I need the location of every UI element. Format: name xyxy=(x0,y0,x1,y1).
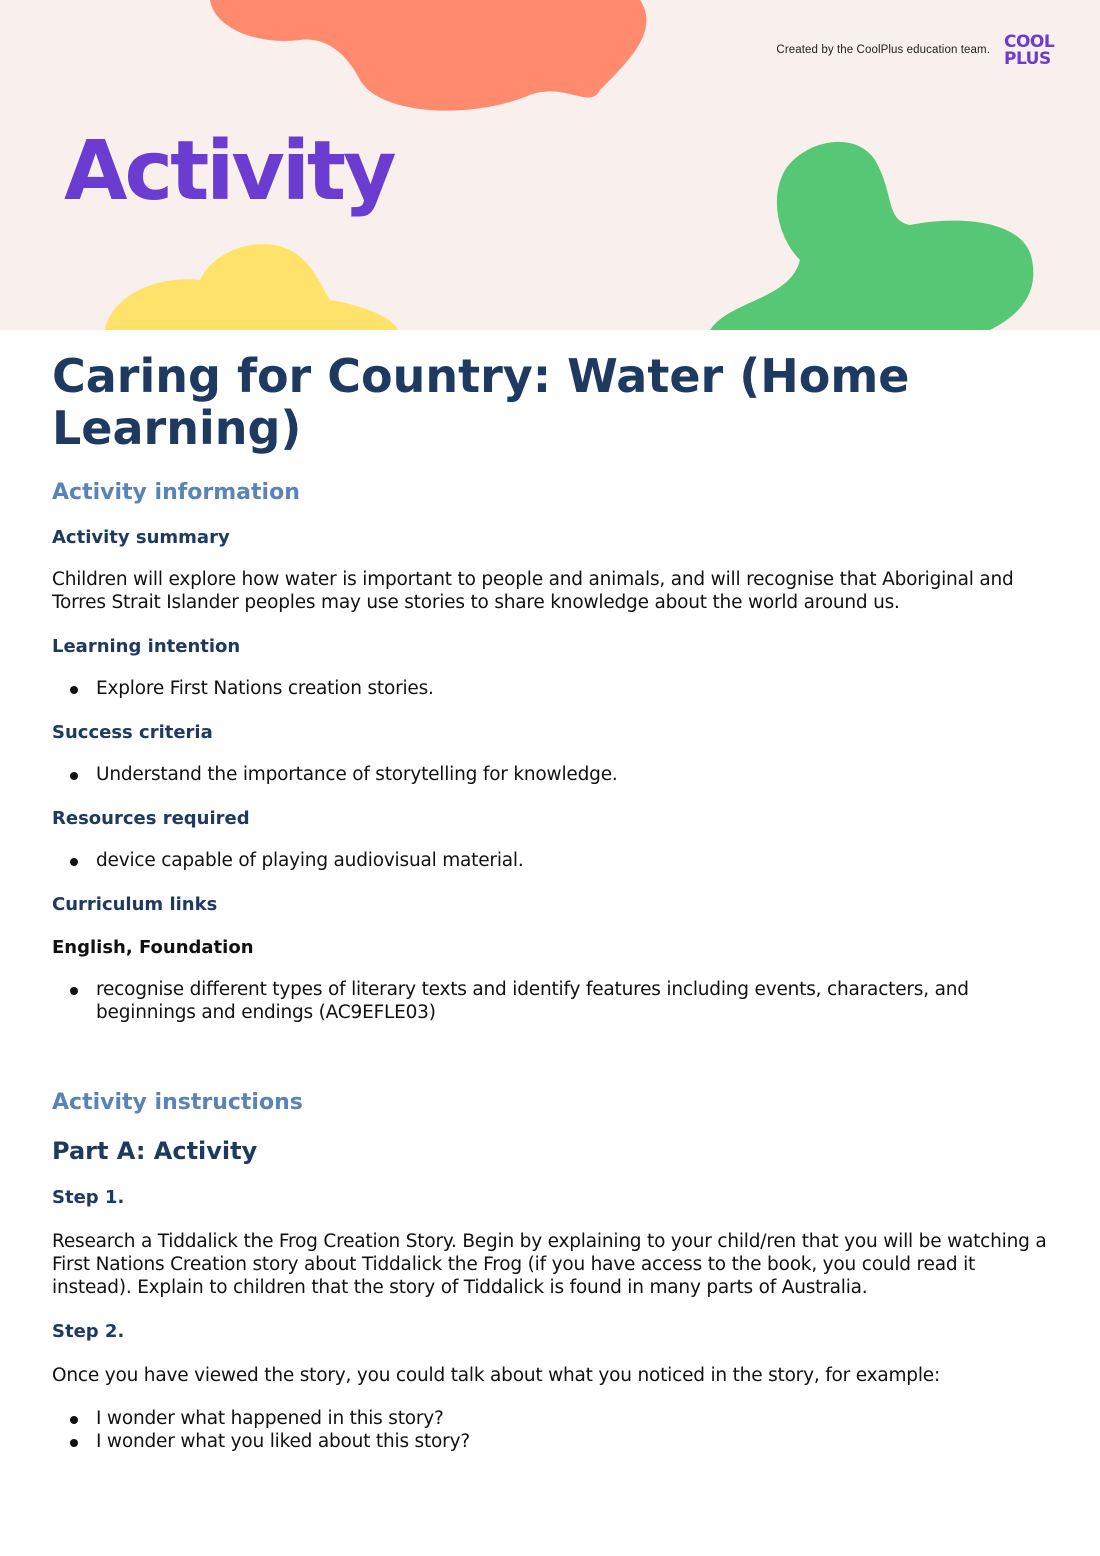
success-criteria-heading: Success criteria xyxy=(52,722,213,743)
bullet-icon xyxy=(70,858,78,866)
coolplus-logo xyxy=(1004,34,1068,68)
list-item: device capable of playing audiovisual material. xyxy=(52,849,1052,872)
green-blob xyxy=(710,142,1033,330)
step-1-text: Research a Tiddalick the Frog Creation Story. Begin by explaining to your child/ren that you will be watching a First Nations Creation story about Tiddalick the Frog (if you have access to the book, you could read it instead). Explain to children that the story of Tiddalick is found in many parts of Australia. xyxy=(52,1231,1047,1298)
resources-list xyxy=(52,849,1052,872)
yellow-blob xyxy=(105,244,398,330)
bullet-icon xyxy=(70,1439,78,1447)
part-a-heading: Part A: Activity xyxy=(52,1137,258,1165)
bullet-icon xyxy=(70,1416,78,1424)
success-criteria-list xyxy=(52,763,1052,786)
logo-line-1: COOL xyxy=(1004,32,1055,52)
bullet-icon xyxy=(70,772,78,780)
logo-line-2: PLUS xyxy=(1004,49,1051,69)
resources-required-heading: Resources required xyxy=(52,808,250,829)
activity-information-heading: Activity information xyxy=(52,480,300,505)
header-banner xyxy=(0,0,1100,330)
activity-summary-text: Children will explore how water is important to people and animals, and will recognise that Aboriginal and Torres Strait Islander peoples may use stories to share knowledge about the world around us. xyxy=(52,569,1014,613)
step-2-heading: Step 2. xyxy=(52,1321,125,1342)
curriculum-list xyxy=(52,978,1052,1024)
coral-blob xyxy=(210,0,646,111)
list-item: I wonder what you liked about this story? xyxy=(52,1430,1052,1453)
curriculum-subheading: English, Foundation xyxy=(52,937,254,958)
document-body xyxy=(52,350,1052,1453)
credit-text: Created by the CoolPlus education team. xyxy=(776,44,990,56)
activity-summary-heading: Activity summary xyxy=(52,527,230,548)
learning-intention-list xyxy=(52,677,1052,700)
banner-title: Activity xyxy=(64,124,394,219)
page-title: Caring for Country: Water (Home Learning) xyxy=(52,349,910,455)
activity-instructions-heading: Activity instructions xyxy=(52,1090,303,1115)
step-1-heading: Step 1. xyxy=(52,1187,125,1208)
list-item: Understand the importance of storytelling for knowledge. xyxy=(52,763,1052,786)
list-item: Explore First Nations creation stories. xyxy=(52,677,1052,700)
list-item: I wonder what happened in this story? xyxy=(52,1407,1052,1430)
bullet-icon xyxy=(70,987,78,995)
bullet-icon xyxy=(70,686,78,694)
curriculum-links-heading: Curriculum links xyxy=(52,894,218,915)
step-2-list xyxy=(52,1407,1052,1453)
step-2-text: Once you have viewed the story, you could talk about what you noticed in the story, for example: xyxy=(52,1365,940,1386)
list-item: recognise different types of literary texts and identify features including events, characters, and beginnings and endings (AC9EFLE03) xyxy=(52,978,1052,1024)
learning-intention-heading: Learning intention xyxy=(52,636,241,657)
